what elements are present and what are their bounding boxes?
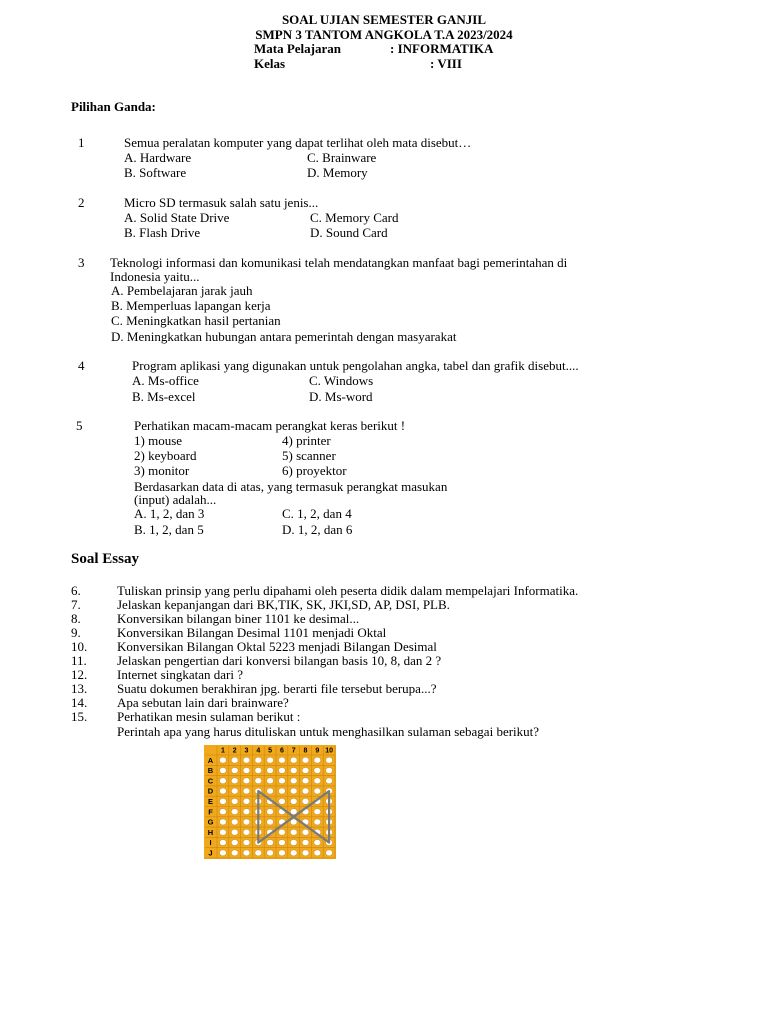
essay-question: Internet singkatan dari ? <box>117 667 243 682</box>
device-item: 3) monitor <box>134 463 190 478</box>
grid-hole <box>302 757 309 763</box>
grid-hole <box>314 819 321 825</box>
essay-question: Konversikan Bilangan Desimal 1101 menjadi Oktal <box>117 625 387 640</box>
grid-hole <box>220 767 227 773</box>
grid-hole <box>290 778 297 784</box>
essay-number: 9. <box>71 625 81 640</box>
grid-hole <box>279 788 286 794</box>
column-label: 3 <box>244 747 249 755</box>
grid-hole <box>302 788 309 794</box>
grid-hole <box>267 840 274 846</box>
grid-hole <box>220 757 227 763</box>
grid-hole <box>220 850 227 856</box>
grid-hole <box>314 778 321 784</box>
column-label: 6 <box>279 747 284 755</box>
grid-hole <box>220 809 227 815</box>
grid-hole <box>326 850 333 856</box>
row-label: H <box>207 827 214 837</box>
grid-hole <box>243 829 250 835</box>
question-text-continued: (input) adalah... <box>134 492 217 507</box>
grid-hole <box>279 767 286 773</box>
essay-number: 13. <box>71 681 88 696</box>
grid-hole <box>243 840 250 846</box>
grid-hole <box>220 829 227 835</box>
column-label: 9 <box>315 747 320 755</box>
device-item: 5) scanner <box>282 448 336 463</box>
grid-hole <box>267 788 274 794</box>
essay-question-continued: Perintah apa yang harus dituliskan untuk menghasilkan sulaman sebagai berikut? <box>117 724 540 739</box>
exam-title: SOAL UJIAN SEMESTER GANJIL <box>281 12 487 27</box>
option-b: B. 1, 2, dan 5 <box>134 522 204 537</box>
school-name: SMPN 3 TANTOM ANGKOLA T.A 2023/2024 <box>255 26 513 42</box>
row-label: E <box>207 796 214 806</box>
grid-hole <box>314 767 321 773</box>
grid-hole <box>231 767 238 773</box>
option-a: A. Pembelajaran jarak jauh <box>111 283 253 298</box>
grid-hole <box>290 840 297 846</box>
option-a: A. 1, 2, dan 3 <box>134 506 205 521</box>
grid-hole <box>243 767 250 773</box>
grid-hole <box>243 819 250 825</box>
column-label: 5 <box>268 747 273 755</box>
option-b: B. Memperluas lapangan kerja <box>111 298 271 313</box>
grid-hole <box>326 757 333 763</box>
grid-hole <box>243 757 250 763</box>
question-number: 5 <box>76 418 83 433</box>
essay-number: 10. <box>71 639 88 654</box>
essay-question: Jelaskan kepanjangan dari BK,TIK, SK, JKI,SD, AP, DSI, PLB. <box>117 597 450 612</box>
grid-hole <box>220 798 227 804</box>
essay-question: Konversikan bilangan biner 1101 ke desimal... <box>117 611 360 626</box>
class-row <box>0 57 768 72</box>
essay-number: 11. <box>71 653 87 668</box>
row-label: G <box>207 817 214 827</box>
document-header <box>0 13 768 71</box>
option-d: D. 1, 2, dan 6 <box>282 522 353 537</box>
question-number: 3 <box>78 255 85 270</box>
question-text-continued: Berdasarkan data di atas, yang termasuk perangkat masukan <box>134 479 448 494</box>
option-b: B. Ms-excel <box>132 389 196 404</box>
grid-hole <box>314 757 321 763</box>
column-label: 4 <box>256 747 261 755</box>
device-item: 4) printer <box>282 433 331 448</box>
option-d: D. Sound Card <box>310 225 388 240</box>
grid-hole <box>231 819 238 825</box>
grid-hole <box>220 788 227 794</box>
column-label: 7 <box>291 747 296 755</box>
essay-number: 14. <box>71 695 88 710</box>
grid-hole <box>279 829 286 835</box>
grid-hole <box>255 850 262 856</box>
column-label: 10 <box>325 747 333 755</box>
grid-hole <box>243 809 250 815</box>
grid-hole <box>255 757 262 763</box>
row-label: I <box>209 838 212 848</box>
grid-hole <box>243 798 250 804</box>
device-item: 6) proyektor <box>282 463 347 478</box>
grid-hole <box>220 840 227 846</box>
option-c: C. Memory Card <box>310 210 399 225</box>
essay-question: Suatu dokumen berakhiran jpg. berarti file tersebut berupa...? <box>117 681 437 696</box>
essay-question: Perhatikan mesin sulaman berikut : <box>117 709 301 724</box>
grid-hole <box>290 757 297 763</box>
essay-number: 8. <box>71 611 81 626</box>
grid-hole <box>290 798 297 804</box>
column-label: 1 <box>220 747 225 755</box>
essay-question: Tuliskan prinsip yang perlu dipahami oleh peserta didik dalam mempelajari Informatika. <box>117 583 579 598</box>
grid-hole <box>314 840 321 846</box>
grid-hole <box>279 840 286 846</box>
embroidery-grid <box>204 745 336 859</box>
grid-hole <box>231 778 238 784</box>
essay-title: Soal Essay <box>71 551 139 567</box>
grid-hole <box>231 798 238 804</box>
grid-hole <box>314 809 321 815</box>
grid-hole <box>326 778 333 784</box>
grid-hole <box>243 788 250 794</box>
grid-hole <box>302 798 309 804</box>
option-c: C. 1, 2, dan 4 <box>282 506 352 521</box>
grid-hole <box>290 850 297 856</box>
grid-hole <box>255 767 262 773</box>
row-label: J <box>208 848 213 858</box>
grid-hole <box>290 767 297 773</box>
grid-hole <box>267 850 274 856</box>
grid-hole <box>279 778 286 784</box>
grid-hole <box>279 757 286 763</box>
question-number: 4 <box>78 358 85 373</box>
grid-hole <box>267 778 274 784</box>
grid-hole <box>290 788 297 794</box>
option-a: A. Hardware <box>124 150 192 165</box>
option-d: D. Meningkatkan hubungan antara pemerintah dengan masyarakat <box>111 329 457 344</box>
option-c: C. Meningkatkan hasil pertanian <box>111 313 281 328</box>
grid-hole <box>314 850 321 856</box>
essay-question: Konversikan Bilangan Oktal 5223 menjadi Bilangan Desimal <box>117 639 437 654</box>
question-number: 2 <box>78 195 85 210</box>
grid-hole <box>220 778 227 784</box>
option-b: B. Flash Drive <box>124 225 201 240</box>
grid-hole <box>279 850 286 856</box>
essay-number: 6. <box>71 583 81 598</box>
grid-hole <box>231 840 238 846</box>
grid-hole <box>302 767 309 773</box>
option-b: B. Software <box>124 165 187 180</box>
question-text-continued: Indonesia yaitu... <box>110 269 200 284</box>
grid-hole <box>255 778 262 784</box>
essay-question: Jelaskan pengertian dari konversi bilangan basis 10, 8, dan 2 ? <box>117 653 442 668</box>
row-label: B <box>207 766 214 776</box>
grid-hole <box>267 757 274 763</box>
device-item: 1) mouse <box>134 433 183 448</box>
option-d: D. Ms-word <box>309 389 373 404</box>
question-text: Semua peralatan komputer yang dapat terlihat oleh mata disebut… <box>124 135 472 150</box>
row-label: D <box>207 786 214 796</box>
question-text: Micro SD termasuk salah satu jenis... <box>124 195 319 210</box>
grid-hole <box>231 809 238 815</box>
grid-hole <box>267 819 274 825</box>
grid-hole <box>267 809 274 815</box>
grid-hole <box>279 798 286 804</box>
option-a: A. Ms-office <box>132 373 199 388</box>
option-c: C. Windows <box>309 373 374 388</box>
grid-hole <box>231 757 238 763</box>
grid-hole <box>302 829 309 835</box>
grid-hole <box>231 788 238 794</box>
grid-hole <box>302 850 309 856</box>
grid-hole <box>220 819 227 825</box>
grid-hole <box>231 850 238 856</box>
question-number: 1 <box>78 135 85 150</box>
class-value: : VIII <box>430 55 462 71</box>
grid-hole <box>326 767 333 773</box>
option-d: D. Memory <box>307 165 368 180</box>
grid-hole <box>302 778 309 784</box>
question-text: Teknologi informasi dan komunikasi telah mendatangkan manfaat bagi pemerintahan di <box>110 255 568 270</box>
device-item: 2) keyboard <box>134 448 197 463</box>
essay-number: 12. <box>71 667 88 682</box>
essay-question: Apa sebutan lain dari brainware? <box>117 695 289 710</box>
grid-hole <box>314 788 321 794</box>
grid-hole <box>231 829 238 835</box>
column-label: 8 <box>303 747 308 755</box>
option-c: C. Brainware <box>307 150 377 165</box>
grid-hole <box>267 767 274 773</box>
row-label: A <box>207 755 214 765</box>
question-text: Perhatikan macam-macam perangkat keras berikut ! <box>134 418 406 433</box>
option-a: A. Solid State Drive <box>124 210 230 225</box>
grid-hole <box>290 829 297 835</box>
row-label: C <box>207 776 214 786</box>
grid-hole <box>243 778 250 784</box>
embroidery-grid-figure <box>204 745 336 859</box>
grid-hole <box>243 850 250 856</box>
subject-label: Mata Pelajaran <box>254 41 342 56</box>
multiple-choice-title: Pilihan Ganda: <box>71 99 156 114</box>
essay-number: 7. <box>71 597 81 612</box>
subject-row <box>0 42 768 57</box>
grid-hole <box>302 840 309 846</box>
essay-number: 15. <box>71 709 88 724</box>
subject-value: : INFORMATIKA <box>390 41 494 56</box>
class-label: Kelas <box>254 55 286 71</box>
column-label: 2 <box>232 747 237 755</box>
row-label: F <box>208 807 213 817</box>
question-text: Program aplikasi yang digunakan untuk pengolahan angka, tabel dan grafik disebut.... <box>132 358 579 373</box>
